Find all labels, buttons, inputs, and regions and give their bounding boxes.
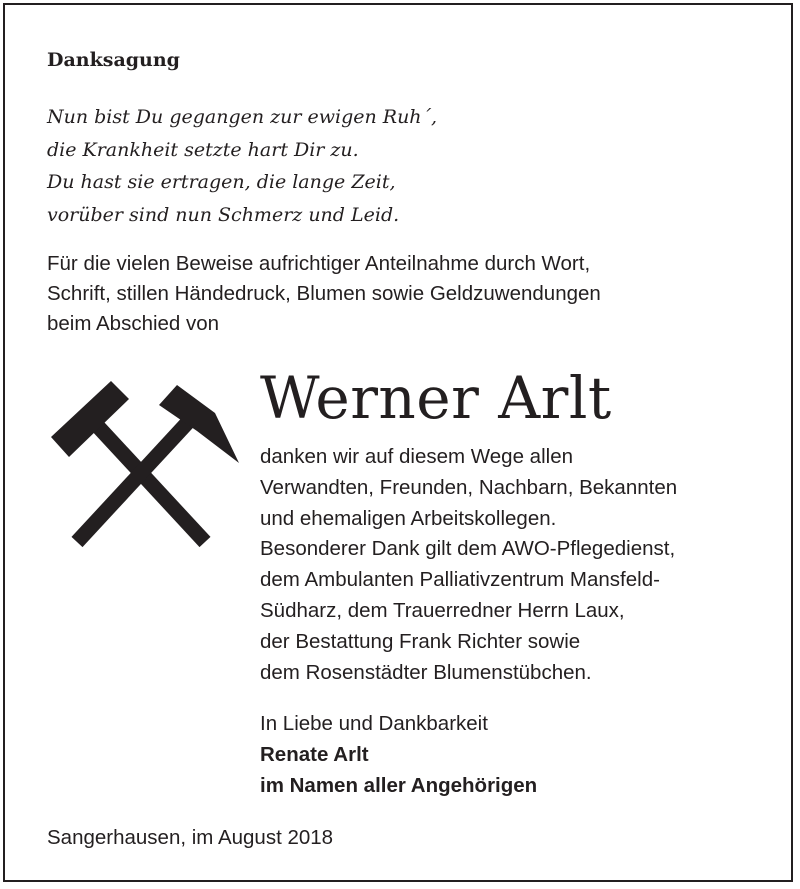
thanks-line: Verwandten, Freunden, Nachbarn, Bekannten <box>260 475 678 499</box>
closing-line: In Liebe und Dankbarkeit <box>260 712 488 735</box>
thanks-line: dem Rosenstädter Blumenstübchen. <box>260 660 592 684</box>
signoff <box>260 708 537 801</box>
thanks-line: Südharz, dem Trauerredner Herrn Laux, <box>260 598 625 622</box>
intro-line: Schrift, stillen Händedruck, Blumen sowie Geldzuwendungen <box>47 282 601 305</box>
deceased-name: Werner Arlt <box>260 364 612 432</box>
thanks-line: danken wir auf diesem Wege allen <box>260 445 573 468</box>
poem <box>47 101 437 231</box>
thanks-line: der Bestattung Frank Richter sowie <box>260 629 581 653</box>
intro-line: beim Abschied von <box>47 312 220 335</box>
intro-text <box>47 249 601 339</box>
intro-line: Für die vielen Beweise aufrichtiger Anteilnahme durch Wort, <box>47 252 591 275</box>
thanks-line: Besonderer Dank gilt dem AWO-Pflegedienst, <box>260 537 676 561</box>
place-date: Sangerhausen, im August 2018 <box>47 826 334 849</box>
poem-line: Nun bist Du gegangen zur ewigen Ruh´, <box>47 106 438 128</box>
notice-heading: Danksagung <box>47 49 180 71</box>
poem-line: Du hast sie ertragen, die lange Zeit, <box>47 171 396 193</box>
notice-frame <box>3 3 793 882</box>
poem-line: die Krankheit setzte hart Dir zu. <box>47 138 359 161</box>
thanks-line: und ehemaligen Arbeitskollegen. <box>260 506 557 530</box>
hammer-and-pick-icon <box>47 377 243 553</box>
thanks-line: dem Ambulanten Palliativzentrum Mansfeld- <box>260 568 660 592</box>
family-line: im Namen aller Angehörigen <box>260 774 538 797</box>
thanks-text <box>260 442 677 688</box>
signer-name: Renate Arlt <box>260 743 369 766</box>
poem-line: vorüber sind nun Schmerz und Leid. <box>47 203 400 226</box>
